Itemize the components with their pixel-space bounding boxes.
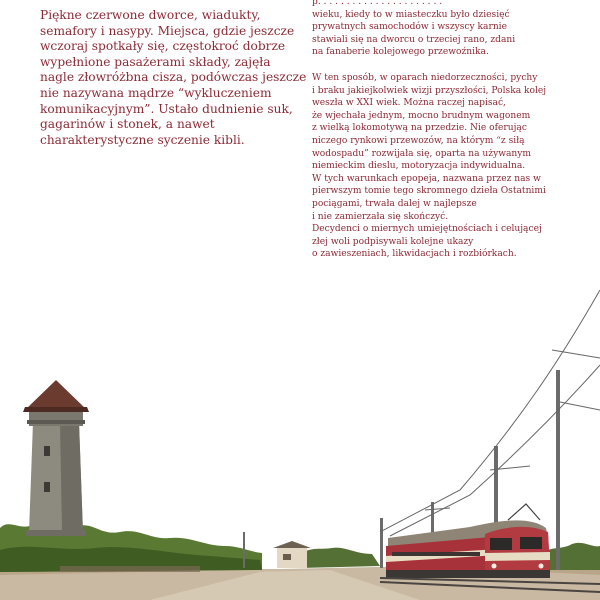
left-paragraph bbox=[40, 8, 307, 148]
railway-photo bbox=[0, 270, 600, 600]
text-line: semafory i nasypy. Miejsca, gdzie jeszcze bbox=[40, 23, 295, 38]
text-line: i nie zamierzała się skończyć. bbox=[312, 211, 449, 222]
text-line: pociągami, trwała dalej w najlepsze bbox=[312, 198, 477, 209]
catenary-pole bbox=[380, 518, 383, 568]
text-line: p. . . . . . . . . . . . . . . . . . . . . . bbox=[312, 0, 443, 7]
water-tower-roof-edge bbox=[23, 407, 89, 412]
catenary-pole bbox=[243, 532, 245, 568]
text-line: o zawieszeniach, likwidacjach i rozbiórkach. bbox=[312, 249, 517, 260]
catenary-wires bbox=[380, 290, 600, 536]
text-line: nagle złowróżbna cisza, podówczas jeszcze bbox=[40, 70, 307, 85]
right-paragraph-1 bbox=[312, 0, 582, 59]
train-headlight bbox=[492, 564, 497, 569]
water-tower bbox=[23, 380, 89, 536]
text-line: W tych warunkach epopeja, nazwana przez nas w bbox=[312, 173, 541, 184]
text-line: z wielką lokomotywą na przedzie. Nie oferując bbox=[312, 123, 527, 134]
station-hut-roof bbox=[273, 541, 311, 548]
trees-middle bbox=[300, 548, 380, 568]
text-line: Decydenci o miernych umiejętnościach i celującej bbox=[312, 224, 542, 235]
text-line: i braku jakiejkolwiek wizji przyszłości, Polska kolej bbox=[312, 85, 547, 96]
catenary-pole bbox=[556, 370, 560, 570]
station-hut bbox=[277, 548, 307, 568]
right-text-column bbox=[312, 0, 582, 261]
text-line: Piękne czerwone dworce, wiadukty, bbox=[40, 8, 261, 22]
train-window-row bbox=[392, 552, 480, 556]
text-line: niemieckim dieslu, motoryzacja indywidualna. bbox=[312, 161, 526, 172]
text-line: że wjechała jednym, mocno brudnym wagonem bbox=[312, 110, 531, 121]
electric-train bbox=[386, 504, 550, 578]
text-line: niczego rynkowi przewozów, na którym “z siłą bbox=[312, 135, 525, 146]
station-hut-window bbox=[283, 554, 291, 560]
left-text-column bbox=[40, 8, 307, 148]
water-tower-window bbox=[44, 446, 50, 456]
text-line: nie nazywana mądrze “wykluczeniem bbox=[40, 85, 272, 100]
shrubs-foreground bbox=[60, 566, 200, 572]
text-line: pierwszym tomie tego skromnego dzieła Ostatnimi bbox=[312, 186, 546, 197]
pantograph bbox=[508, 504, 540, 520]
train-windshield bbox=[490, 538, 512, 550]
water-tower-shadow bbox=[60, 422, 83, 533]
text-line: stawiali się na dworcu o trzeciej rano, zdani bbox=[312, 34, 516, 45]
train-front-stripe bbox=[485, 552, 550, 561]
water-tower-window bbox=[44, 482, 50, 492]
text-line: charakterystyczne syczenie kibli. bbox=[40, 132, 245, 147]
water-tower-roof bbox=[25, 380, 87, 410]
text-line: wypełnione pasażerami składy, zajęła bbox=[40, 54, 271, 69]
text-line: weszła w XXI wiek. Można raczej napisać, bbox=[312, 98, 506, 109]
text-line: złej woli podpisywali kolejne ukazy bbox=[312, 236, 474, 247]
right-paragraph-2 bbox=[312, 72, 582, 261]
train-windshield bbox=[520, 537, 542, 549]
train-undercarriage bbox=[386, 570, 550, 578]
text-line: gagarinów i stonek, a nawet bbox=[40, 117, 215, 132]
water-tower-base bbox=[26, 530, 86, 536]
text-line: wodospadu” rozwijała się, oparta na używanym bbox=[312, 148, 532, 159]
train-headlight bbox=[539, 564, 544, 569]
water-tower-band bbox=[27, 420, 85, 424]
text-line: na fanaberie kolejowego przewoźnika. bbox=[312, 47, 489, 58]
text-line: prywatnych samochodów i wszyscy karnie bbox=[312, 22, 507, 33]
text-line: wczoraj spotkały się, częstokroć dobrze bbox=[40, 39, 286, 54]
text-line: W ten sposób, w oparach niedorzeczności, pychy bbox=[312, 72, 538, 83]
text-line: komunikacyjnym”. Ustało dudnienie suk, bbox=[40, 101, 293, 116]
text-line: wieku, kiedy to w miasteczku było dziesięć bbox=[312, 9, 510, 20]
